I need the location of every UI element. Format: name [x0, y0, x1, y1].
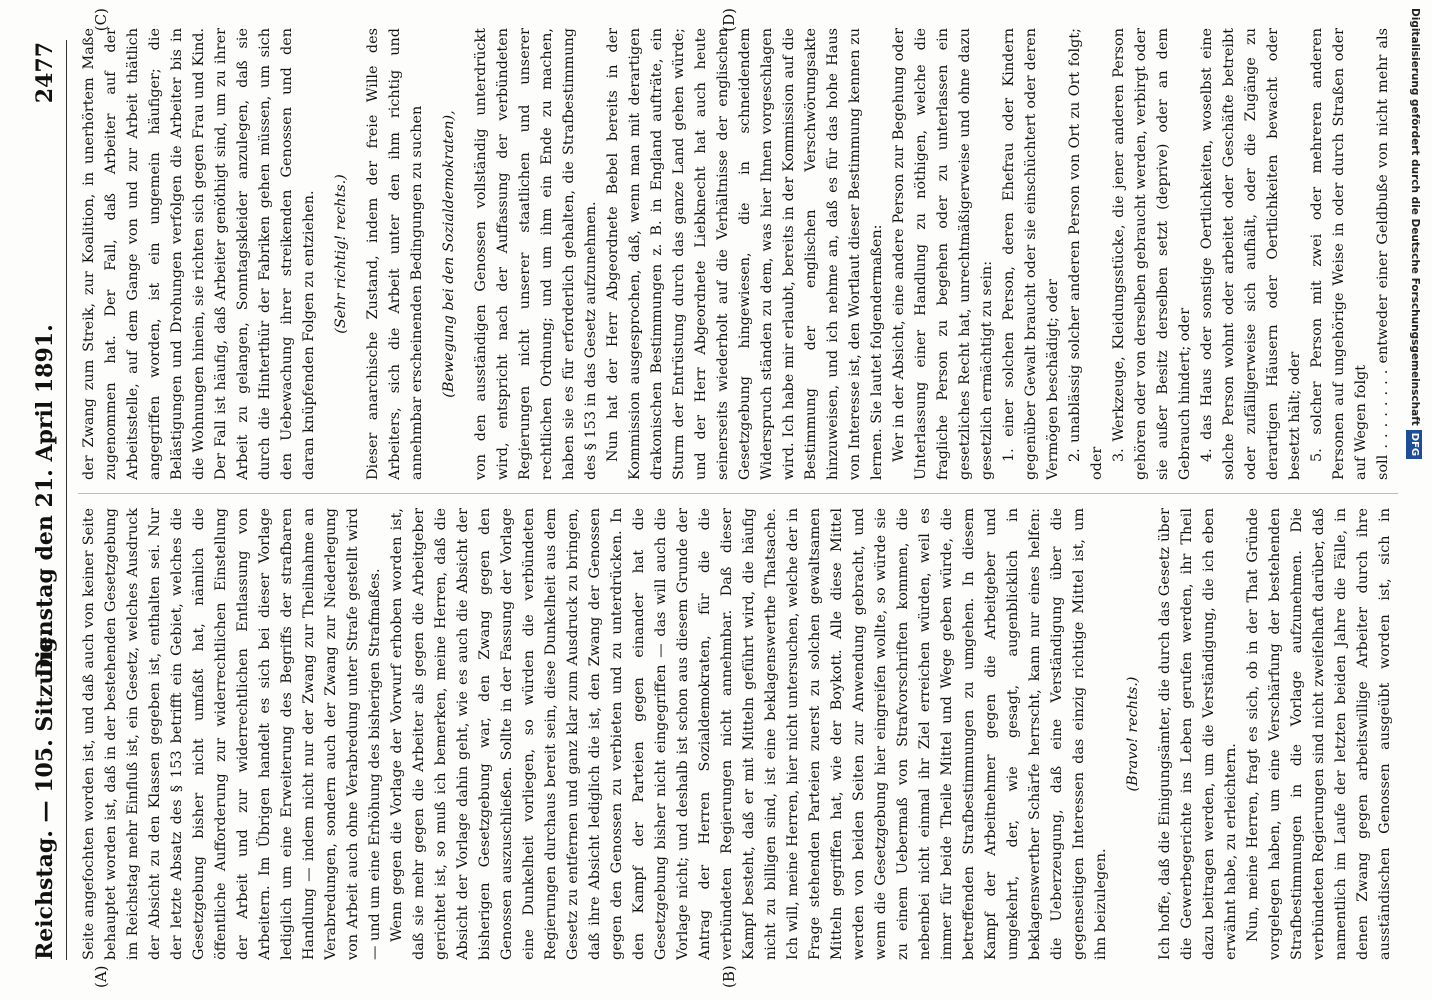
paragraph: Seite angefochten worden ist, und daß auch von keiner Seite behauptet worden ist, daß in der bestehenden Gesetzgebung im Reichstag mehr Einfluß ist, ein Gesetz, welches Ausdruck der Absicht zu den Klassen gegeben ist, enthalten sei. Nur der letzte Absatz des § 153 betrifft ein Gebiet, welches die Gesetzgebung bisher nicht umfaßt hat, nämlich die öffentliche Aufforderung zur widerrechtlichen Einstellung der Arbeit und zur widerrechtlichen Entlassung von Arbeitern. Im Übrigen handelt es sich bei dieser Vorlage lediglich um eine Erweiterung des Begriffs der strafbaren Handlung — indem nicht nur der Zwang zur Theilnahme an Verabredungen, sondern auch der Zwang zur Niederlegung von Arbeit auch ohne Verabredung unter Strafe gestellt wird — und um eine Erhöhung des bisherigen Strafmaßes.	[81, 508, 383, 960]
right-column	[78, 28, 1398, 480]
column-divider	[78, 493, 1398, 494]
dfg-logo: DFG	[1406, 430, 1422, 459]
paragraph: Dieser anarchische Zustand, indem der freie Wille des Arbeiters, sich die Arbeit unter den ihm richtig und annehmbar erscheinenden Bedingungen zu suchen	[365, 28, 425, 480]
header-date: Dienstag den 21. April 1891.	[32, 324, 58, 678]
page-number: 2477	[32, 42, 58, 104]
paragraph: 3. Werkzeuge, Kleidungsstücke, die jener anderen Person gehören oder von derselben gebraucht werden, verbirgt oder sie außer Besitz derselben setzt (deprive) oder an dem Gebrauch hindert; oder	[1111, 28, 1193, 480]
paragraph: Nun hat der Herr Abgeordnete Bebel bereits in der Kommission ausgesprochen, daß, wenn man mit derartigen drakonischen Bestimmungen z. B. in England aufträte, ein Sturm der Entrüstung durch das ganze Land gehen würde; und der Herr Abgeordnete Liebknecht hat auch heute seinerseits wiederholt auf die Verhältnisse der englischen Gesetzgebung hingewiesen, die in schneidendem Widerspruch ständen zu dem, was hier Ihnen vorgeschlagen wird. Ich habe mir erlaubt, bereits in der Kommission auf die Bestimmung der englischen Verschwörungsakte hinzuweisen, und ich nehme an, daß es für das hohe Haus von Interesse ist, den Wortlaut dieser Bestimmung kennen zu lernen. Sie lautet folgendermaßen:	[605, 28, 885, 480]
header-rule	[66, 40, 67, 960]
paragraph: der Zwang zum Streik, zur Koalition, in unerhörtem Maße zugenommen hat. Der Fall, daß Arbeiter auf der Arbeitsstelle, auf dem Gange von und zur Arbeit thätlich angegriffen worden, ist ein ungemein häufiger; die Belästigungen und Drohungen verfolgen die Arbeiter bis in die Wohnungen hinein, sie richten sich gegen Frau und Kind. Der Fall ist häufig, daß Arbeiter genöthigt sind, um zu ihrer Arbeit zu gelangen, Sonntagskleider anzulegen, daß sie durch die Hinterthür der Fabriken gehen müssen, um sich den Uebewachung ihrer streikenden Genossen und den daran knüpfenden Folgen zu entziehen.	[81, 28, 317, 480]
margin-letter-a: (A)	[92, 965, 110, 988]
paragraph: Wenn gegen die Vorlage der Vorwurf erhoben worden ist, daß sie mehr gegen die Arbeiter als gegen die Arbeitgeber gerichtet ist, so muß ich bemerken, meine Herren, daß die Absicht der Vorlage dahin geht, wie es auch die Absicht der bisherigen Gesetzgebung war, den Zwang gegen den Genossen auszuschließen. Sollte in der Fassung der Vorlage eine Dunkelheit vorliegen, so würden die verbündeten Regierungen durchaus bereit sein, diese Dunkelheit aus dem Gesetz zu entfernen und ganz klar zum Ausdruck zu bringen, daß ihre Absicht lediglich die ist, den Zwang der Genossen gegen den Genossen zu verbieten und zu unterdrücken. In den Kampf der Parteien gegen einander hat die Gesetzgebung bisher nicht eingegriffen — das will auch die Vorlage nicht; und deshalb ist schon aus diesem Grunde der Antrag der Herren Sozialdemokraten, für die die verbündeten Regierungen nicht annehmbar. Daß dieser Kampf besteht, daß er mit Mitteln geführt wird, die häufig nicht zu billigen sind, ist eine beklagenswerthe Thatsache. Ich will, meine Herren, hier nicht untersuchen, welche der in Frage stehenden Parteien zuerst zu solchen gewaltsamen Mitteln gegriffen hat, wie der Boykott. Alle diese Mittel werden von beiden Seiten zur Anwendung gebracht, und wenn die Gesetzgebung hier eingreifen wollte, so würde sie zu einem Uebermaß von Strafvorschriften kommen, die nebenbei nicht einmal ihr Ziel erreichen würden, weil es immer für beide Theile Mittel und Wege geben würde, die betreffenden Strafbestimmungen zu umgehen. In diesem Kampf der Arbeitnehmer gegen die Arbeitgeber und umgekehrt, der, wie gesagt, augenblicklich in beklagenswerther Schärfe herrscht, kann nur eines helfen: die Ueberzeugung, daß eine Verständigung über die gegenseitigen Interessen das einzig richtige Mittel ist, um ihn beizulegen.	[389, 508, 1109, 960]
margin-letter-d: (D)	[720, 8, 738, 32]
digitization-stamp	[1402, 0, 1428, 1000]
margin-letter-c: (C)	[92, 8, 110, 32]
paragraph: soll . . . . . . . . entweder einer Geldbuße von nicht mehr als	[1375, 28, 1391, 480]
paragraph: (Sehr richtig! rechts.)	[333, 174, 349, 334]
margin-letter-b: (B)	[720, 965, 738, 988]
paragraph: Wer in der Absicht, eine andere Person zur Begehung oder Unterlassung einer Handlung zu nöthigen, welche die fragliche Person zu begehen oder zu unterlassen ein gesetzliches Recht hat, unrechtmäßigerweise und ohne dazu gesetzlich ermächtigt zu sein:	[891, 28, 995, 480]
page-header	[26, 34, 62, 968]
paragraph: 5. solcher Person mit zwei oder mehreren anderen Personen auf ungehörige Weise in oder durch Straßen oder auf Wegen folgt	[1309, 28, 1369, 480]
paragraph: 4. das Haus oder sonstige Oertlichkeiten, woselbst eine solche Person wohnt oder arbeitet oder Geschäfte betreibt oder zufälligerweise sich aufhält, oder die Zugänge zu derartigen Häusern oder Oertlichkeiten bewacht oder besetzt hält; oder	[1199, 28, 1303, 480]
stamp-text: Digitalisierung gefördert durch die Deutsche Forschungsgemeinschaft	[1409, 8, 1421, 426]
paragraph: Ich hoffe, daß die Einigungsämter, die durch das Gesetz über die Gewerbegerichte ins Leben gerufen werden, ihr Theil dazu beitragen werden, um die Verständigung, die ich eben erwähnt habe, zu erleichtern.	[1157, 508, 1239, 960]
header-left: Reichstag. — 105. Sitzung.	[32, 629, 58, 960]
paragraph: (Bravo! rechts.)	[1125, 676, 1141, 792]
paragraph: Nun, meine Herren, fragt es sich, ob in der That Gründe vorgelegen haben, um eine Verschärfung der bestehenden Strafbestimmungen in die Vorlage aufzunehmen. Die verbündeten Regierungen sind nicht zweifelhaft darüber, daß namentlich im Laufe der letzten beiden Jahre die Fälle, in denen Zwang gegen arbeitswillige Arbeiter durch ihre ausständischen Genossen ausgeübt worden ist, sich in	[1245, 508, 1393, 960]
left-column	[78, 508, 1398, 960]
paragraph: 2. unablässig solcher anderen Person von Ort zu Ort folgt; oder	[1067, 28, 1105, 480]
paragraph: 1. einer solchen Person, deren Ehefrau oder Kindern gegenüber Gewalt braucht oder sie einschüchtert oder deren Vermögen beschädigt; oder	[1001, 28, 1061, 480]
paragraph: (Bewegung bei den Sozialdemokraten),	[441, 110, 457, 398]
paragraph: von den ausständigen Genossen vollständig unterdrückt wird, entspricht nach der Auffassung der verbündeten Regierungen nicht unserer staatlichen und unserer rechtlichen Ordnung; und um ihm ein Ende zu machen, haben sie es für erforderlich gehalten, die Strafbestimmung des § 153 in das Gesetz aufzunehmen.	[473, 28, 599, 480]
